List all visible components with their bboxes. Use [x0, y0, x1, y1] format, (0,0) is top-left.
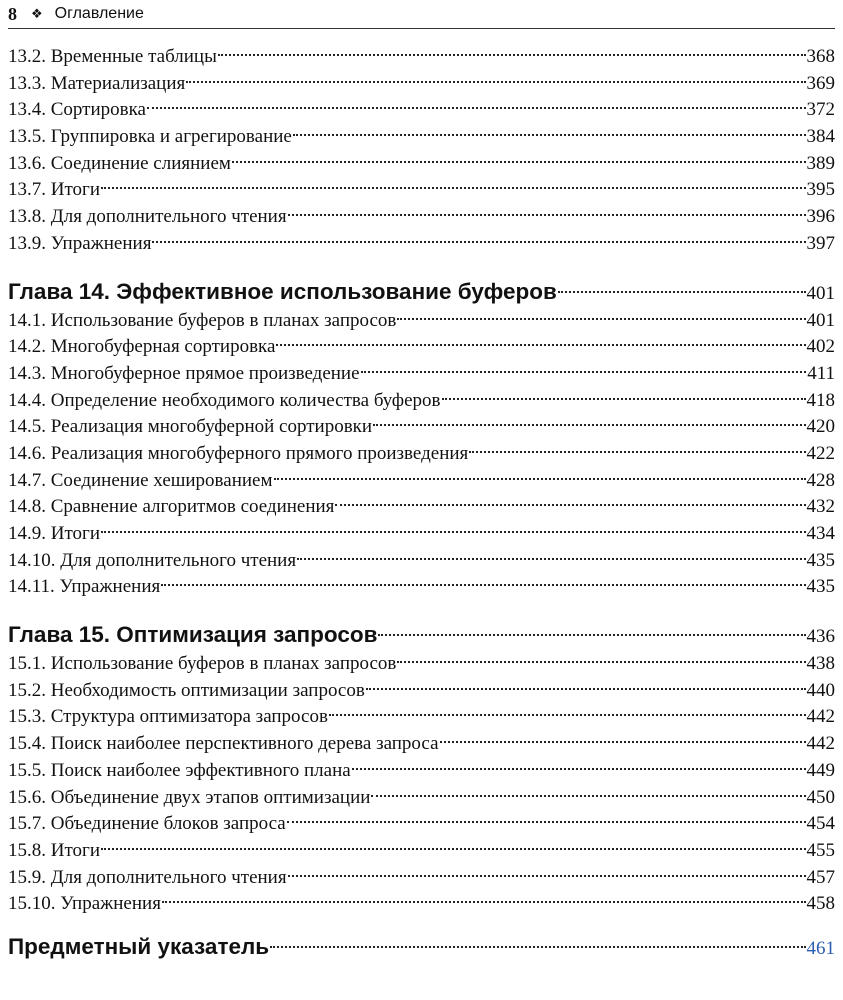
- toc-entry[interactable]: [8, 891, 835, 918]
- toc-entry[interactable]: [8, 468, 835, 495]
- entry-page: 449: [806, 759, 835, 781]
- entry-page: 396: [806, 206, 835, 228]
- entry-title: 14.1. Использование буферов в планах запросов: [8, 309, 397, 331]
- entry-title: 15.6. Объединение двух этапов оптимизации: [8, 786, 371, 808]
- entry-title: 14.10. Для дополнительного чтения: [8, 549, 297, 571]
- dot-leader: [397, 318, 805, 320]
- dot-leader: [371, 795, 805, 797]
- entry-page: 372: [806, 99, 835, 121]
- entry-page: 457: [806, 866, 835, 888]
- dot-leader: [366, 688, 806, 690]
- toc-entry[interactable]: [8, 651, 835, 678]
- running-title: Оглавление: [54, 5, 144, 22]
- entry-title: 13.8. Для дополнительного чтения: [8, 206, 287, 228]
- dot-leader: [361, 371, 807, 373]
- entry-page: 397: [806, 232, 835, 254]
- dot-leader: [232, 161, 806, 163]
- toc-entry[interactable]: [8, 124, 835, 151]
- dot-leader: [276, 344, 805, 346]
- entry-title: 14.11. Упражнения: [8, 576, 161, 598]
- entry-title: 15.4. Поиск наиболее перспективного дерева запроса: [8, 733, 439, 755]
- dot-leader: [274, 478, 806, 480]
- entry-title: 15.2. Необходимость оптимизации запросов: [8, 679, 365, 701]
- page-number: 8: [8, 3, 17, 24]
- running-header: [8, 0, 835, 29]
- toc-entry[interactable]: [8, 388, 835, 415]
- dot-leader: [329, 714, 806, 716]
- entry-title: 14.6. Реализация многобуферного прямого произведения: [8, 442, 469, 464]
- entry-title: 14.9. Итоги: [8, 523, 100, 544]
- toc-entry[interactable]: [8, 308, 835, 335]
- toc: [8, 44, 835, 963]
- entry-page: 440: [806, 679, 835, 701]
- toc-chapter-14[interactable]: [8, 275, 835, 308]
- entry-page: 435: [806, 549, 835, 571]
- ornament-icon: ❖: [31, 6, 43, 21]
- toc-entry[interactable]: [8, 838, 835, 865]
- toc-entry[interactable]: [8, 865, 835, 892]
- dot-leader: [378, 634, 805, 636]
- entry-title: 15.10. Упражнения: [8, 893, 161, 915]
- toc-entry[interactable]: [8, 441, 835, 468]
- chapter-title: Глава 15. Оптимизация запросов: [8, 622, 378, 648]
- entry-page: 435: [806, 576, 835, 598]
- dot-leader: [161, 584, 805, 586]
- dot-leader: [335, 504, 805, 506]
- entry-page: 418: [806, 389, 835, 411]
- dot-leader: [270, 946, 805, 948]
- dot-leader: [101, 848, 806, 850]
- chapter-page: 401: [806, 282, 835, 304]
- dot-leader: [442, 398, 806, 400]
- entry-page: 369: [806, 72, 835, 94]
- toc-entry[interactable]: [8, 704, 835, 731]
- entry-title: 14.2. Многобуферная сортировка: [8, 336, 276, 358]
- entry-title: 15.1. Использование буферов в планах запросов: [8, 653, 397, 675]
- entry-title: 13.4. Сортировка: [8, 99, 146, 121]
- entry-title: 15.8. Итоги: [8, 839, 100, 861]
- toc-entry[interactable]: [8, 177, 835, 204]
- entry-page: 455: [806, 839, 835, 861]
- entry-title: 13.3. Материализация: [8, 72, 186, 94]
- toc-entry[interactable]: [8, 731, 835, 758]
- entry-title: 14.7. Соединение хешированием: [8, 469, 273, 491]
- entry-title: 15.9. Для дополнительного чтения: [8, 866, 287, 888]
- entry-page: 401: [806, 309, 835, 331]
- toc-section-14: [8, 308, 835, 602]
- entry-page: 434: [806, 523, 835, 544]
- dot-leader: [293, 134, 806, 136]
- dot-leader: [297, 558, 805, 560]
- dot-leader: [288, 214, 806, 216]
- dot-leader: [288, 875, 806, 877]
- entry-page: 411: [807, 362, 835, 384]
- toc-entry[interactable]: [8, 44, 835, 71]
- entry-title: 15.3. Структура оптимизатора запросов: [8, 706, 328, 728]
- dot-leader: [147, 107, 806, 109]
- entry-page: 422: [806, 442, 835, 464]
- toc-entry[interactable]: [8, 361, 835, 388]
- toc-entry[interactable]: [8, 811, 835, 838]
- toc-entry[interactable]: [8, 231, 835, 258]
- dot-leader: [440, 741, 806, 743]
- dot-leader: [469, 451, 805, 453]
- toc-entry[interactable]: [8, 71, 835, 98]
- chapter-page: 436: [806, 626, 835, 648]
- toc-entry[interactable]: [8, 414, 835, 441]
- toc-entry[interactable]: [8, 785, 835, 812]
- toc-entry[interactable]: [8, 758, 835, 785]
- entry-page: 368: [806, 46, 835, 67]
- entry-title: 14.8. Сравнение алгоритмов соединения: [8, 496, 335, 518]
- toc-index-entry[interactable]: [8, 930, 835, 963]
- dot-leader: [373, 424, 805, 426]
- toc-entry[interactable]: [8, 574, 835, 601]
- entry-title: 13.7. Итоги: [8, 179, 100, 201]
- entry-page: 389: [806, 152, 835, 174]
- entry-page: 458: [806, 893, 835, 915]
- entry-title: 14.5. Реализация многобуферной сортировки: [8, 416, 373, 438]
- toc-entry[interactable]: [8, 334, 835, 361]
- index-page: 461: [806, 937, 835, 959]
- entry-page: 442: [806, 706, 835, 728]
- dot-leader: [162, 901, 806, 903]
- dot-leader: [558, 291, 806, 293]
- toc-section-15: [8, 651, 835, 918]
- dot-leader: [287, 821, 806, 823]
- toc-entry[interactable]: [8, 548, 835, 575]
- entry-page: 402: [806, 336, 835, 358]
- toc-entry[interactable]: [8, 97, 835, 124]
- toc-chapter-15[interactable]: [8, 618, 835, 651]
- entry-title: 13.5. Группировка и агрегирование: [8, 126, 292, 148]
- dot-leader: [397, 661, 805, 663]
- index-title: Предметный указатель: [8, 933, 270, 959]
- dot-leader: [152, 241, 805, 243]
- entry-page: 450: [806, 786, 835, 808]
- entry-page: 454: [806, 813, 835, 835]
- toc-entry[interactable]: [8, 494, 835, 521]
- toc-entry[interactable]: [8, 678, 835, 705]
- entry-title: 14.3. Многобуферное прямое произведение: [8, 362, 360, 384]
- entry-page: 432: [806, 496, 835, 518]
- entry-page: 384: [806, 126, 835, 148]
- entry-page: 395: [806, 179, 835, 201]
- entry-title: 13.6. Соединение слиянием: [8, 152, 231, 174]
- entry-page: 442: [806, 733, 835, 755]
- toc-entry[interactable]: [8, 204, 835, 231]
- toc-section-13: [8, 44, 835, 258]
- dot-leader: [218, 54, 806, 56]
- entry-title: 14.4. Определение необходимого количества буферов: [8, 389, 441, 411]
- dot-leader: [352, 768, 806, 770]
- entry-page: 438: [806, 653, 835, 675]
- toc-entry[interactable]: [8, 521, 835, 548]
- chapter-title: Глава 14. Эффективное использование буферов: [8, 278, 557, 304]
- entry-page: 420: [806, 416, 835, 438]
- entry-page: 428: [806, 469, 835, 491]
- dot-leader: [101, 531, 806, 533]
- entry-title: 13.9. Упражнения: [8, 232, 152, 254]
- dot-leader: [186, 81, 805, 83]
- toc-entry[interactable]: [8, 151, 835, 178]
- entry-title: 15.5. Поиск наиболее эффективного плана: [8, 759, 351, 781]
- entry-title: 15.7. Объединение блоков запроса: [8, 813, 286, 835]
- dot-leader: [101, 187, 806, 189]
- entry-title: 13.2. Временные таблицы: [8, 46, 217, 67]
